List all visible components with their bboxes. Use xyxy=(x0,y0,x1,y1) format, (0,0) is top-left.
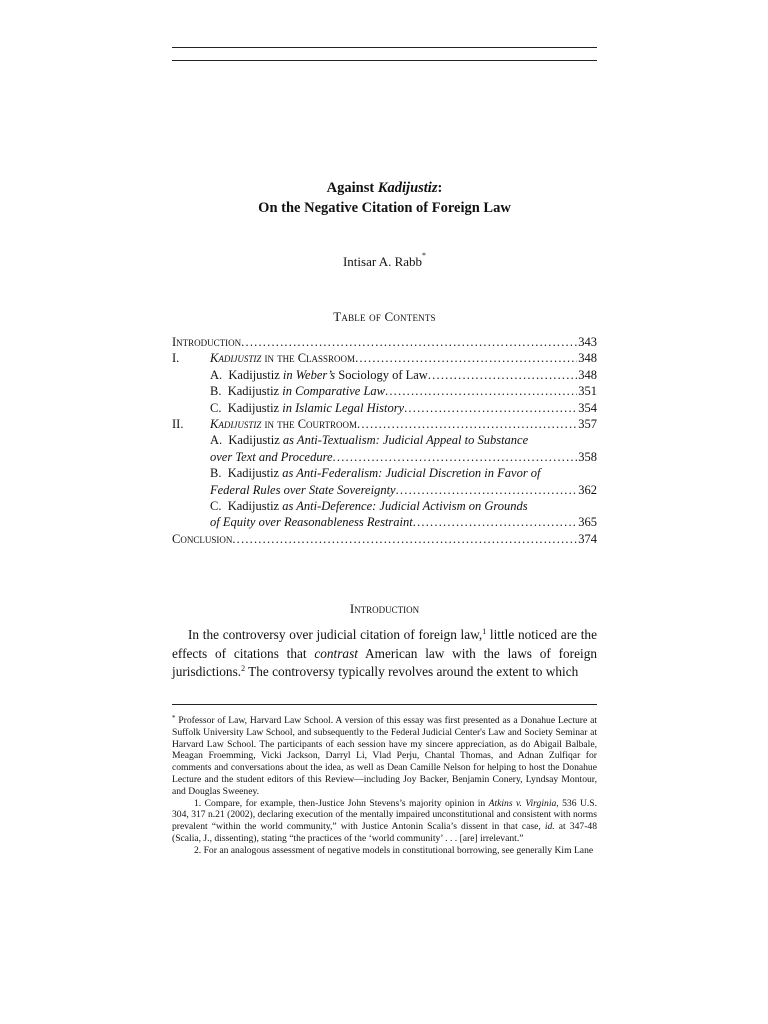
section-heading-introduction: Introduction xyxy=(349,601,420,616)
toc-entry-conclusion[interactable]: Conclusion ..... 374 xyxy=(172,531,597,547)
toc-entry-2c-line1[interactable]: C. Kadijustiz as Anti-Deference: Judicial Activism on Grounds xyxy=(210,498,528,513)
footnotes xyxy=(172,715,597,857)
toc-entry-part-1[interactable]: I. Kadijustiz in the Classroom ..... 348 xyxy=(172,350,597,366)
table-of-contents xyxy=(172,334,597,547)
toc-entry-introduction[interactable]: Introduction ..... 343 xyxy=(172,334,597,350)
footnote-separator xyxy=(172,704,597,705)
toc-entry-2b-line2[interactable]: Federal Rules over State Sovereignty ..... 362 xyxy=(172,482,597,498)
body-paragraph: In the controversy over judicial citation of foreign law,$^1$ little noticed are the effects of citations that contrast American law with the laws of foreign jurisdictions.$^2$ The controversy typically revolves around the extent to which xyxy=(172,627,597,680)
footnote-star: * Professor of Law, Harvard Law School. A version of this essay was first presented as a Donahue Lecture at Suffolk University Law School, and subsequently to the Federal Judicial Center's Law and Society Seminar at Harvard Law School. The participants of each session have my sincere appreciation, as do Abigail Balbale, Meagan Froemming, Vicki Jackson, Darryl Li, Vlad Perju, Chantal Thomas, and Adnan Zulfiqar for comments and conversations about the idea, as well as Dean Camille Nelson for helping to host the Donahue Lecture and the student editors of this Review—including Joy Backer, Benjamin Conery, Lyndsay Montour, and Douglas Sweeney. xyxy=(172,714,597,797)
footnote-ref-2[interactable]: 2 xyxy=(241,664,246,674)
author-footnote-mark: * xyxy=(422,251,427,260)
toc-entry-1b[interactable]: B. Kadijustiz in Comparative Law ..... 351 xyxy=(172,383,597,399)
toc-entry-2b-line1[interactable]: B. Kadijustiz as Anti-Federalism: Judicial Discretion in Favor of xyxy=(210,466,541,481)
article-title-line2: On the Negative Citation of Foreign Law xyxy=(258,200,511,216)
toc-entry-2a-line2[interactable]: over Text and Procedure ..... 358 xyxy=(172,449,597,465)
footnote-ref-1[interactable]: 1 xyxy=(482,627,487,636)
toc-heading: Table of Contents xyxy=(333,309,436,324)
footnote-2: 2. For an analogous assessment of negative models in constitutional borrowing, see generally Kim Lane xyxy=(194,844,594,856)
toc-entry-2c-line2[interactable]: of Equity over Reasonableness Restraint ..... 365 xyxy=(172,514,597,530)
toc-entry-part-2[interactable]: II. Kadijustiz in the Courtroom ..... 357 xyxy=(172,416,597,432)
header-rule-top xyxy=(172,47,597,48)
author: Intisar A. Rabb* xyxy=(342,251,427,269)
footnote-1: 1. Compare, for example, then-Justice John Stevens’s majority opinion in Atkins v. Virginia, 536 U.S. 304, 317 n.21 (2002), declaring execution of the mentally impaired unconstitutional and consistent with norms prevalent “within the world community,” with Justice Antonin Scalia’s dissent in that case, id. at 347-48 (Scalia, J., dissenting), stating “the practices of the ‘world community’ . . . [are] irrelevant.” xyxy=(172,797,597,844)
toc-entry-1c[interactable]: C. Kadijustiz in Islamic Legal History ..... 354 xyxy=(172,400,597,416)
toc-entry-2a-line1[interactable]: A. Kadijustiz as Anti-Textualism: Judicial Appeal to Substance xyxy=(210,433,529,448)
article-title-line1: Against Kadijustiz: xyxy=(326,180,443,196)
header-rule-bottom xyxy=(172,60,597,61)
toc-entry-1a[interactable]: A. Kadijustiz in Weber’s Sociology of Law ..... 348 xyxy=(172,367,597,383)
